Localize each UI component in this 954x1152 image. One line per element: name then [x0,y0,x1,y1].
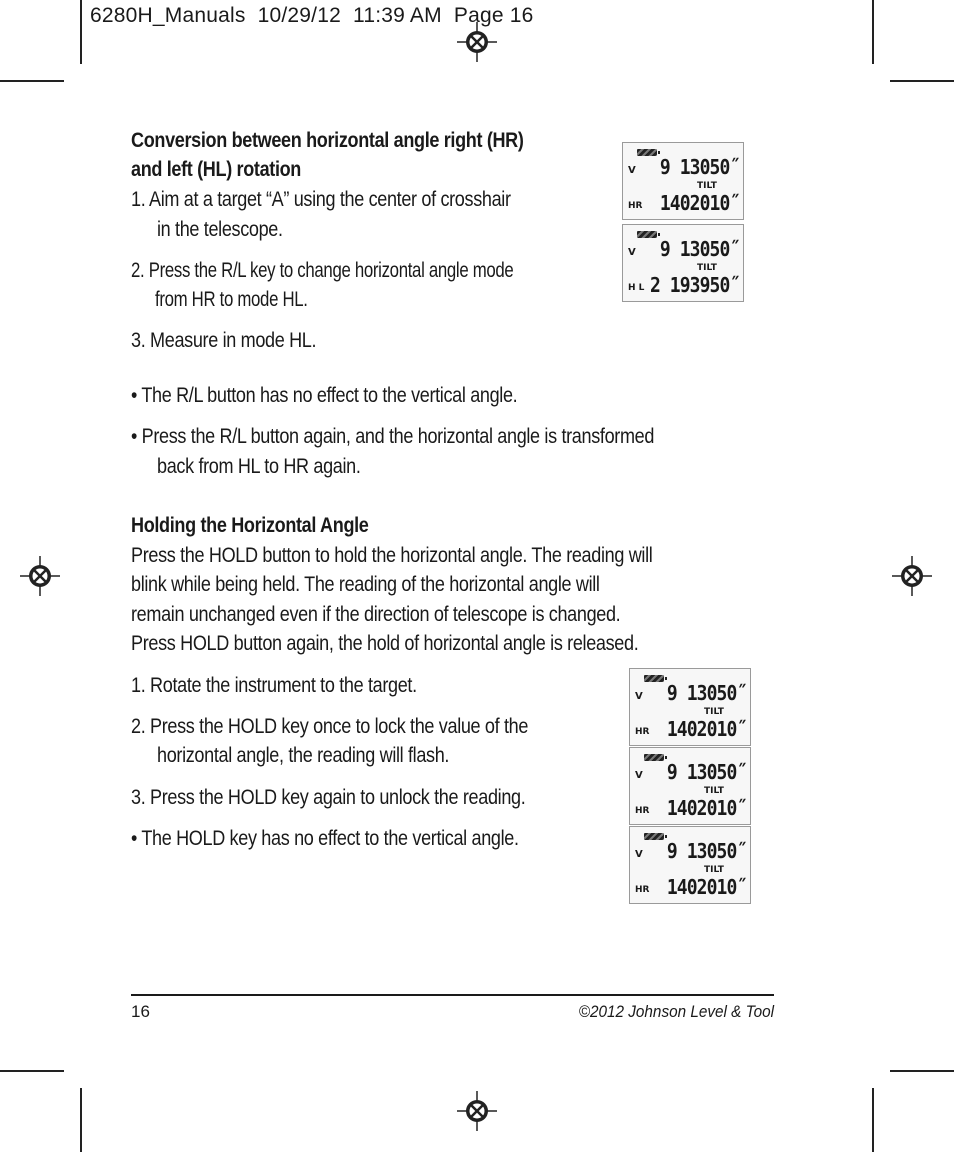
vertical-angle-value: 9 13050˝ [659,155,739,179]
section1-step3: 3. Measure in mode HL. [131,329,317,352]
section2-step2-line2: horizontal angle, the reading will flash. [157,744,450,767]
section1-step2-line1: 2. Press the R/L key to change horizontal angle mode [131,259,514,282]
hr-label: HR [635,727,650,737]
crop-mark-bottom-right-vertical [872,1088,874,1152]
section2-heading: Holding the Horizontal Angle [131,514,369,537]
vertical-label: V [635,691,643,702]
hr-angle-value: 1402010˝ [659,191,739,215]
vertical-label: V [628,247,636,258]
crop-mark-bottom-right-horizontal [890,1070,954,1072]
tilt-label: TILT [697,181,717,191]
section2-para-line4: Press HOLD button again, the hold of horizontal angle is released. [131,632,639,655]
section2-para-line3: remain unchanged even if the direction of telescope is changed. [131,603,621,626]
footer-rule [131,994,774,996]
crop-mark-bottom-left-horizontal [0,1070,64,1072]
crop-mark-top-right-horizontal [890,80,954,82]
battery-icon [637,149,657,156]
tilt-label: TILT [704,865,724,875]
hl-angle-value: 2 193950˝ [649,273,739,297]
battery-icon [644,675,664,682]
section1-bullet2-line2: back from HL to HR again. [157,455,361,478]
hr-angle-value: 1402010˝ [666,717,746,741]
section2-para-line2: blink while being held. The reading of the horizontal angle will [131,573,600,596]
battery-icon [644,833,664,840]
hr-label: HR [635,885,650,895]
tilt-label: TILT [704,786,724,796]
vertical-label: V [635,849,643,860]
battery-icon [644,754,664,761]
hl-label: H L [628,283,645,293]
battery-icon [637,231,657,238]
print-slug: 6280H_Manuals 10/29/12 11:39 AM Page 16 [90,4,534,27]
crop-mark-top-left-vertical [80,0,82,64]
section1-bullet1: • The R/L button has no effect to the vertical angle. [131,384,518,407]
registration-mark-right [892,556,932,596]
section2-step1: 1. Rotate the instrument to the target. [131,674,417,697]
crop-mark-top-left-horizontal [0,80,64,82]
tilt-label: TILT [697,263,717,273]
copyright-notice: ©2012 Johnson Level & Tool [578,1002,774,1021]
crop-mark-bottom-left-vertical [80,1088,82,1152]
section1-heading-line2: and left (HL) rotation [131,158,302,181]
vertical-label: V [628,165,636,176]
lcd-display-hold-1 [629,668,751,746]
lcd-display-hold-3 [629,826,751,904]
section2-bullet1: • The HOLD key has no effect to the vertical angle. [131,827,519,850]
section2-step2-line1: 2. Press the HOLD key once to lock the value of the [131,715,529,738]
crop-mark-top-right-vertical [872,0,874,64]
section1-step1-line1: 1. Aim at a target “A” using the center of crosshair [131,188,511,211]
registration-mark-top [457,22,497,62]
vertical-angle-value: 9 13050˝ [666,760,746,784]
vertical-label: V [635,770,643,781]
registration-mark-left [20,556,60,596]
section1-heading-line1: Conversion between horizontal angle right (HR) [131,129,524,152]
lcd-display-hl [622,224,744,302]
section1-step1-line2: in the telescope. [157,218,283,241]
hr-label: HR [628,201,643,211]
hr-label: HR [635,806,650,816]
hr-angle-value: 1402010˝ [666,875,746,899]
registration-mark-bottom [457,1091,497,1131]
lcd-display-hr [622,142,744,220]
vertical-angle-value: 9 13050˝ [666,681,746,705]
section1-bullet2-line1: • Press the R/L button again, and the horizontal angle is transformed [131,425,655,448]
vertical-angle-value: 9 13050˝ [659,237,739,261]
section2-para-line1: Press the HOLD button to hold the horizontal angle. The reading will [131,544,653,567]
section2-step3: 3. Press the HOLD key again to unlock the reading. [131,786,526,809]
vertical-angle-value: 9 13050˝ [666,839,746,863]
hr-angle-value: 1402010˝ [666,796,746,820]
page-number: 16 [131,1002,150,1021]
tilt-label: TILT [704,707,724,717]
lcd-display-hold-2 [629,747,751,825]
section1-step2-line2: from HR to mode HL. [155,288,308,311]
